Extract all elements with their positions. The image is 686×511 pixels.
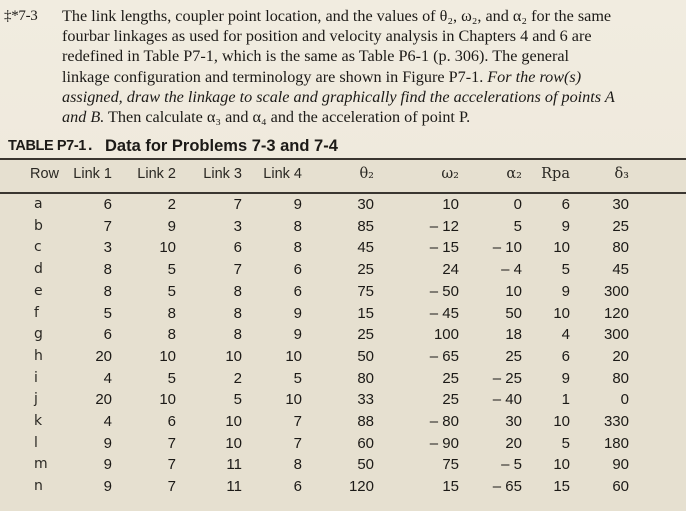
row-label: a [34,196,43,212]
table-cell: 10 [553,456,570,474]
problem-statement [4,6,680,127]
table-cell: 10 [553,413,570,430]
table-cell: 9 [561,282,570,300]
table-cell: 300 [603,282,629,300]
problem-text [62,6,680,127]
table-cell: 6 [103,326,112,344]
table-cell: 5 [167,261,176,279]
table-label: TABLE P7-1 [8,138,86,154]
table-cell: 11 [226,478,242,496]
table-cell: – 10 [492,239,522,257]
table-cell: 9 [293,196,302,213]
table-header-rule [0,192,686,194]
table-cell: – 50 [429,282,459,300]
table-cell: 6 [167,413,176,430]
header-link-3: Link 3 [203,166,242,182]
table-cell: 90 [612,456,629,474]
row-label: e [34,282,43,299]
table-row [0,261,686,283]
table-cell: 120 [348,478,374,496]
problem-line-italic: For the row(s) [487,67,582,86]
table-cell: 6 [293,261,302,279]
table-cell: 10 [225,413,242,430]
table-cell: 2 [233,369,242,387]
table-row [0,326,686,348]
table-cell: 8 [293,217,302,235]
table-cell: 11 [226,456,242,474]
table-cell: 10 [225,434,242,452]
table-cell: 25 [442,391,459,409]
table-cell: 8 [233,326,242,344]
table-cell: – 45 [429,304,459,322]
table-cell: 7 [167,478,176,496]
table-top-rule [0,158,686,160]
table-cell: 45 [612,261,629,279]
table-cell: 10 [505,282,522,300]
problem-line: The link lengths, coupler point location, and the values of θ₂, ω₂, and α₂ for the same [62,7,612,25]
table-cell: 30 [357,196,374,213]
table-cell: – 4 [501,261,522,279]
table-cell: 9 [103,456,112,474]
problem-number: ‡*7-3 [4,8,38,24]
table-cell: 9 [561,369,570,387]
table-cell: – 12 [429,217,459,235]
table-cell: 5 [103,304,112,322]
header-link-2: Link 2 [137,166,176,182]
table-cell: – 40 [492,391,522,409]
table-cell: 7 [167,434,176,452]
table-cell: 6 [293,282,302,300]
table-cell: 4 [103,369,112,387]
table-cell: 15 [442,478,459,496]
table-row [0,305,686,327]
table-separator: . [88,137,93,154]
table-row [0,370,686,392]
table-cell: 50 [357,347,374,365]
table-cell: 33 [357,391,374,409]
table-header-row [0,166,686,188]
header-row: Row [30,166,60,182]
table-cell: 2 [167,196,176,213]
table-cell: 7 [103,217,112,235]
table-cell: 50 [357,456,374,474]
table-cell: 80 [357,369,374,387]
table-cell: 10 [553,239,570,257]
table-cell: 300 [603,326,629,344]
table-cell: – 5 [501,456,522,474]
table-cell: 80 [612,239,629,257]
table-cell: 7 [293,434,302,452]
header-rpa: Rpa [541,166,570,182]
table-cell: 7 [167,456,176,474]
table-cell: 9 [103,478,112,496]
header-theta2: θ₂ [359,166,374,182]
table-row [0,435,686,457]
table-cell: 7 [293,413,302,430]
table-cell: 5 [233,391,242,409]
table-cell: 5 [561,261,570,279]
table-cell: 20 [95,347,112,365]
table-cell: 4 [561,326,570,344]
table-cell: 100 [433,326,459,344]
table-cell: 7 [233,196,242,213]
table-row [0,283,686,305]
table-cell: 5 [293,369,302,387]
problem-line-text: Then calculate α₃ and α₄ and the acceleration of point P. [108,108,471,127]
table-cell: 80 [612,369,629,387]
table-cell: 4 [103,413,112,430]
table-cell: 20 [95,391,112,409]
table-cell: 8 [103,282,112,300]
problem-line-text: linkage configuration and terminology are shown in Figure P7-1. [62,67,484,86]
table-cell: 10 [285,347,302,365]
table-cell: 8 [233,282,242,300]
row-label: b [34,217,43,234]
table-cell: 15 [357,304,374,322]
table-row [0,196,686,218]
table-cell: 10 [159,391,176,409]
table-cell: 75 [442,456,459,474]
table-cell: 24 [442,261,459,279]
row-label: k [34,413,43,429]
table-cell: 5 [513,217,522,235]
table-cell: 8 [293,239,302,257]
table-cell: 50 [505,304,522,322]
table-cell: 330 [603,413,629,430]
table-cell: 25 [442,369,459,387]
table-cell: 5 [167,369,176,387]
header-omega2: ω₂ [441,166,459,182]
row-label: m [34,456,48,473]
table-row [0,413,686,435]
table-cell: 45 [357,239,374,257]
table-cell: – 65 [429,347,459,365]
table-cell: 7 [233,261,242,279]
data-table [0,158,686,511]
table-cell: 15 [553,478,570,496]
table-cell: 30 [505,413,522,430]
table-cell: 6 [561,347,570,365]
header-link-4: Link 4 [263,166,302,182]
table-title [4,137,680,157]
table-cell: 6 [233,239,242,257]
table-cell: 10 [159,239,176,257]
table-cell: 8 [167,304,176,322]
table-cell: 10 [553,304,570,322]
table-cell: 60 [612,478,629,496]
row-label: c [34,239,42,256]
row-label: g [34,326,43,343]
table-cell: 6 [561,196,570,213]
row-label: f [34,304,39,321]
table-row [0,391,686,413]
table-cell: 25 [612,217,629,235]
table-cell: – 90 [429,434,459,452]
row-label: d [34,261,43,278]
problem-line-italic: assigned, draw the linkage to scale and graphically find the accelerations of points A [62,87,615,106]
table-cell: 8 [233,304,242,322]
problem-line: redefined in Table P7-1, which is the same as Table P6-1 (p. 306). The general [62,47,570,66]
row-label: h [34,347,43,364]
table-cell: 20 [612,347,629,365]
table-cell: 5 [561,434,570,452]
table-cell: 120 [603,304,629,322]
row-label: l [34,434,38,451]
table-caption: Data for Problems 7-3 and 7-4 [105,137,338,155]
table-cell: 10 [225,347,242,365]
table-cell: – 65 [492,478,522,496]
table-cell: 5 [167,282,176,300]
table-cell: 8 [103,261,112,279]
table-cell: 9 [293,304,302,322]
table-cell: 75 [357,282,374,300]
header-link-1: Link 1 [73,166,112,182]
table-cell: 9 [167,217,176,235]
row-label: n [34,478,43,495]
problem-line [62,87,680,107]
table-row [0,348,686,370]
row-label: i [34,369,38,386]
table-cell: 20 [505,434,522,452]
table-cell: 9 [103,434,112,452]
table-cell: 10 [285,391,302,409]
table-cell: 25 [357,326,374,344]
table-cell: 25 [505,347,522,365]
table-cell: 3 [233,217,242,235]
table-cell: 10 [442,196,459,213]
table-cell: 8 [293,456,302,474]
table-cell: – 15 [429,239,459,257]
header-delta3: δ₃ [614,166,629,182]
table-row [0,478,686,500]
table-cell: 18 [505,326,522,344]
table-cell: 60 [357,434,374,452]
problem-line [62,67,680,87]
table-cell: – 80 [429,413,459,430]
table-cell: 8 [167,326,176,344]
header-alpha2: α₂ [506,166,522,182]
table-cell: – 25 [492,369,522,387]
table-row [0,218,686,240]
table-cell: 85 [357,217,374,235]
table-cell: 9 [561,217,570,235]
problem-line [62,107,680,127]
table-row [0,239,686,261]
table-cell: 25 [357,261,374,279]
table-cell: 6 [293,478,302,496]
table-cell: 180 [603,434,629,452]
table-cell: 9 [293,326,302,344]
table-row [0,456,686,478]
table-cell: 0 [513,196,522,213]
row-label: j [34,391,38,408]
problem-line: fourbar linkages as used for position and velocity analysis in Chapters 4 and 6 are [62,27,592,46]
table-cell: 3 [103,239,112,257]
table-cell: 0 [620,391,629,409]
table-cell: 10 [159,347,176,365]
problem-line-italic: and B. [62,108,105,127]
table-cell: 1 [561,391,570,409]
table-cell: 88 [357,413,374,430]
table-cell: 30 [612,196,629,213]
table-cell: 6 [103,196,112,213]
